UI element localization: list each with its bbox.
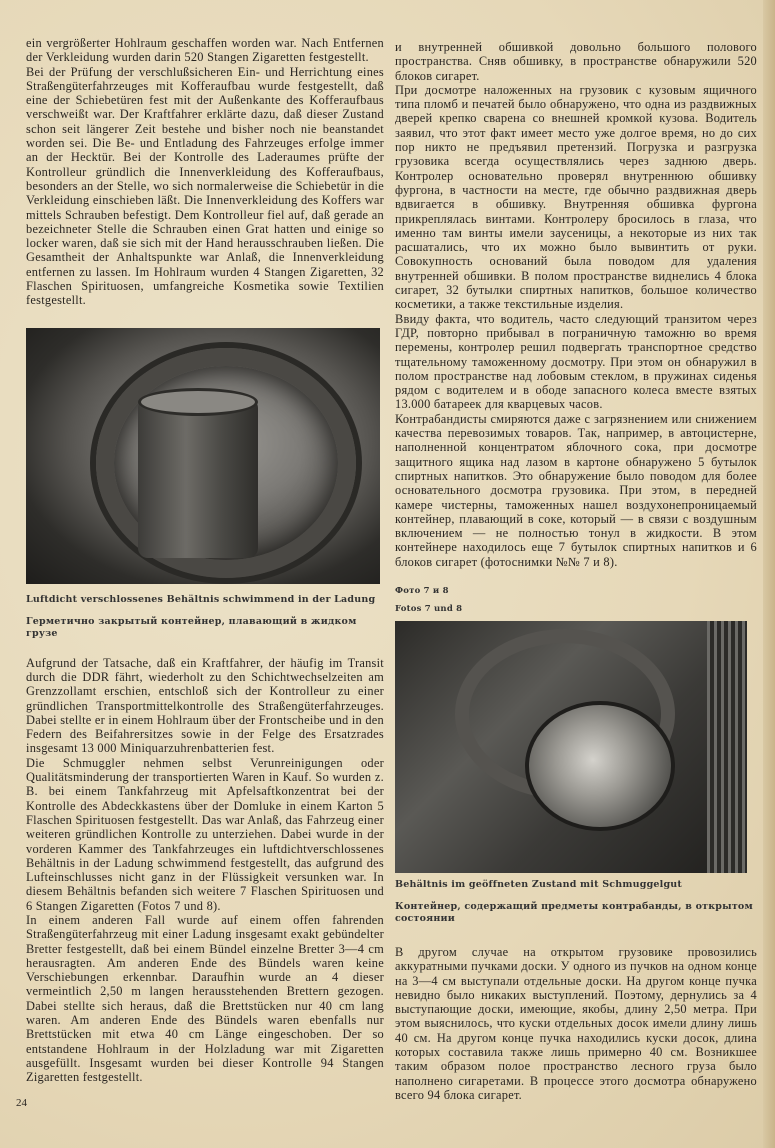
- right-column-bottom: [395, 945, 757, 1102]
- paragraph: Bei der Prüfung der verschlußsicheren Ein- und Herrichtung eines Straßengüterfahrzeuges mit Kofferaufbau wurde festgestellt, daß eine der Schiebetüren fest mit der Außenkante des Kofferaufbaus verschweißt war. Der Kraftfahrer erklärte dazu, daß dieser Zustand schon seit längerer Zeit bestehe und bisher noch nie beanstandet worden sei. Die Be- und Entladung des Fahrzeuges erfolge immer an der Hecktür. Bei der Kontrolle des Laderaumes prüfte der Kontrolleur gründlich die Innenverkleidung des Kofferaufbaus, besonders an der Stelle, wo sich normalerweise die Schiebetür in die Verkleidung einschieben läßt. Die Innenverkleidung des Koffers war mittels Schrauben befestigt. Dem Kontrolleur fiel auf, daß gerade an bezeichneter Stelle die Schrauben einen Grat hatten und einige so locker waren, daß sie sich mit der Hand herausschrauben ließen. Die Gesamtheit der Anhaltspunkte war Anlaß, die Innenverkleidung entfernen zu lassen. Im Hohlraum wurden 4 Stangen Zigaretten, 32 Flaschen Spirituosen, umfangreiche Kosmetika sowie Textilien festgestellt.: [26, 64, 384, 308]
- container-lid: [138, 388, 258, 416]
- paragraph: В другом случае на открытом грузовике провозились аккуратными пучками доски. У одного из пучков на одном конце на 3—4 см выступали отдельные доски. На другом конце пучка невидно было никаких выступлений. Поэтому, дернулись за 4 выступающие доски, имеющие, якобы, длину 2,50 метра. При этом выяснилось, что куски отдельных досок имели длину лишь 40 см. На другом конце пучка находились куски досок, длина которых составила также лишь примерно 40 см. Возникшее таким образом полое пространство лесного груза было наполнено сигаретами. В процессе этого досмотра обнаружено всего 94 блока сигарет.: [395, 944, 757, 1102]
- photo1-caption-ru: Герметично закрытый контейнер, плавающий в жидком грузе: [26, 615, 357, 639]
- photo1-caption-de: Luftdicht verschlossenes Behältnis schwimmend in der Ladung: [26, 593, 376, 605]
- open-container-with-goods: [525, 701, 675, 831]
- right-column: [395, 36, 757, 1102]
- paragraph: Контрабандисты смиряются даже с загрязнением или снижением качества перевозимых товаров. Так, например, в автоцистерне, наполненной концентратом яблочного сока, при досмотре защитного ящика над лазом в картоне обнаружено 5 бутылок спиртных напитков. Это обнаружение было поводом для более основательного досмотра грузовика. При этом, в передней камере чистерны, таможенных нашел воздухонепроницаемый контейнер, плавающий в соке, который — в связи с воздушным включением — не полностью тонул в жидкости. В этом контейнере находилось еще 7 бутылок спиртных напитков и 6 блоков сигарет (фотоснимки №№ 7 и 8).: [395, 411, 757, 569]
- paragraph: In einem anderen Fall wurde auf einem offen fahrenden Straßengüterfahrzeug mit einer Ladung insgesamt exakt gebündelter Bretter festgestellt, daß bei einem Bündel einzelne Bretter 3—4 cm herausragten. Am anderen Ende des Bündels waren keine Verschiebungen erkennbar. Daraufhin wurde an 4 dieser vermeintlich 2,50 m langen herausstehenden Brettern gezogen. Dabei stellte sich heraus, daß die Brettstücken nur 40 cm lang waren. Am anderen Ende des Bündels waren ebenfalls nur Brettstücken mit etwa 40 cm Länge eingeschoben. Der so entstandene Hohlraum in der Holzladung war mit Zigaretten ausgefüllt. Insgesamt wurden bei dieser Kontrolle 94 Stangen Zigaretten festgestellt.: [26, 912, 384, 1085]
- photo-ref-de: Fotos 7 und 8: [395, 603, 463, 614]
- paragraph: и внутренней обшивкой довольно большого полового пространства. Сняв обшивку, в пространстве обнаружили 520 блоков сигарет.: [395, 40, 757, 83]
- page-edge: [763, 0, 775, 1148]
- page-number: 24: [16, 1096, 27, 1109]
- photo2-caption-de: Behältnis im geöffneten Zustand mit Schmuggelgut: [395, 878, 683, 890]
- tank-railing: [707, 621, 747, 873]
- photo-opened-container: [395, 621, 747, 873]
- photo-floating-container: [26, 328, 380, 584]
- photo-ref-ru: Фото 7 и 8: [395, 585, 449, 596]
- paragraph: Die Schmuggler nehmen selbst Verunreinigungen oder Qualitätsminderung der transportierten Waren in Kauf. So wurden z. B. bei einem Tankfahrzeug mit Apfelsaftkonzentrat bei der Kontrolle des Abdeckkastens über der Domluke in einem Karton 5 Flaschen Spirituosen festgestellt. Das war Anlaß, das Fahrzeug einer weiteren gründlichen Kontrolle zu unterziehen. Dabei wurde in der vorderen Kammer des Tankfahrzeuges ein luftdichtverschlossenes Behältnis in der Ladung schwimmend festgestellt, das aufgrund des Lufteinschlusses nicht ganz in der Flüssigkeit versunken war. In diesem Behältnis befanden sich weitere 7 Flaschen Spirituosen und 6 Stangen Zigaretten (Fotos 7 und 8).: [26, 755, 384, 913]
- right-column-top: [395, 40, 757, 569]
- left-column-bottom: [26, 656, 384, 1085]
- paragraph: При досмотре наложенных на грузовик с кузовым ящичного типа пломб и печатей было обнаружено, что одна из раздвижных дверей крепко сварена со внешней кромкой кузова. Водитель заявил, что этот факт имеет место уже долгое время, но до сих пор никто не предъявил претензий. Погрузка и разгрузка грузовика всегда осуществлялись через заднюю дверь. Контролер основательно проверял внутреннюю обшивку фургона, в частности на месте, где обычно раздвижная дверь вдвигается в обшивку. Внутренняя обшивка фургона прикреплялась винтами. Контролеру бросилось в глаза, что именно там винты имели заусеницы, а некоторые из них так расшатались, что их можно было вывинтить от руки. Совокупность оснований была поводом для удаления внутренней обшивки. В полом пространстве виднелись 4 блока сигарет, 32 бутылки спиртных напитков, большое количество косметики, а также текстильные изделия.: [395, 82, 757, 312]
- container-canister: [138, 398, 258, 558]
- paragraph: Ввиду факта, что водитель, часто следующий транзитом через ГДР, повторно прибывал в пограничную таможню во время перемены, контролер решил подвергать транспортное средство тщательному таможенному досмотру. При этом он обнаружил в полом пространстве над лобовым стеклом, в пружинах сиденья рядом с водителем и в ободе запасного колеса вместе взятых 13.000 батареек для кварцевых часов.: [395, 311, 757, 412]
- photo2-caption-ru: Контейнер, содержащий предметы контрабанды, в открытом состоянии: [395, 900, 753, 924]
- paragraph: Aufgrund der Tatsache, daß ein Kraftfahrer, der häufig im Transit durch die DDR fährt, wiederholt zu den Schichtwechselzeiten am Grenzzollamt erschien, entschloß sich der Kontrolleur zu einer gründlichen Transportmittelkontrolle des Straßengüterfahrzeuges. Dabei stellte er in einem Hohlraum über der Frontscheibe und in den Federn des Beifahrersitzes sowie in der Felge des Ersatzrades insgesamt 13 000 Miniquarzuhrenbatterien fest.: [26, 655, 384, 756]
- left-column: [16, 36, 384, 1109]
- left-column-top: [26, 36, 384, 308]
- paragraph: ein vergrößerter Hohlraum geschaffen worden war. Nach Entfernen der Verkleidung wurden darin 520 Stangen Zigaretten festgestellt.: [26, 36, 384, 65]
